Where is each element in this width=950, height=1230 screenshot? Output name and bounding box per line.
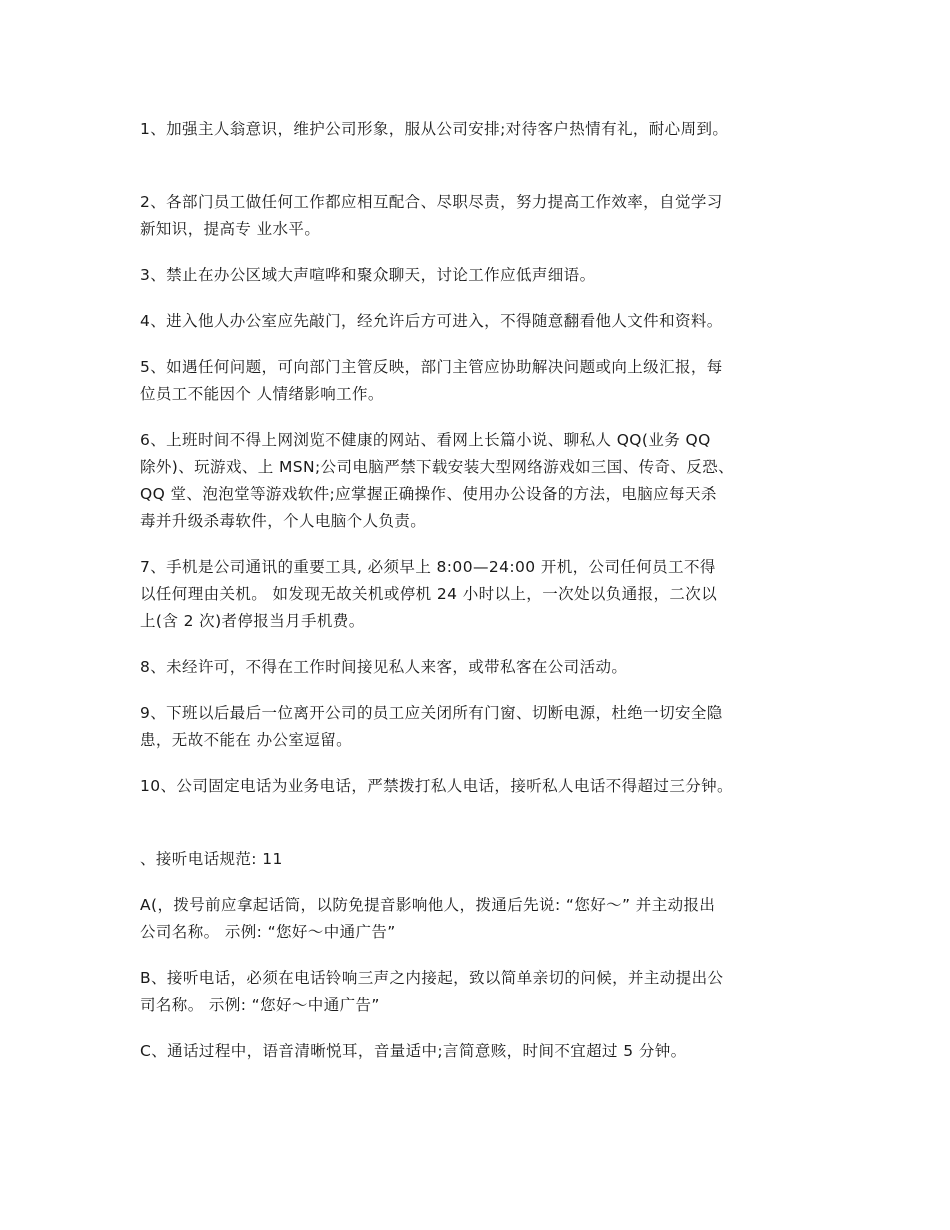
phone-section-heading-line: 、接听电话规范: 11 [140,850,283,868]
rule-4-line-1: 4、进入他人办公室应先敲门，经允许后方可进入，不得随意翻看他人文件和资料。 [140,312,723,330]
phone-rule-c-line-1: C、通话过程中，语音清晰悦耳，音量适中;言简意赅，时间不宜超过 5 分钟。 [140,1042,687,1060]
rule-6-line-4: 毒并升级杀毒软件，个人电脑个人负责。 [140,512,427,530]
phone-rule-a [140,892,820,946]
rule-6-line-2: 除外)、玩游戏、上 MSN;公司电脑严禁下载安装大型网络游戏如三国、传奇、反恐、 [140,458,735,476]
phone-rule-b-line-1: B、接听电话，必须在电话铃响三声之内接起，致以简单亲切的问候，并主动提出公 [140,969,724,987]
rule-2-line-1: 2、各部门员工做任何工作都应相互配合、尽职尽责，努力提高工作效率，自觉学习 [140,193,723,211]
rule-6-line-1: 6、上班时间不得上网浏览不健康的网站、看网上长篇小说、聊私人 QQ(业务 QQ [140,431,711,449]
rule-9-line-2: 患，无故不能在 办公室逗留。 [140,731,353,749]
rule-10-line-1: 10、公司固定电话为业务电话，严禁拨打私人电话，接听私人电话不得超过三分钟。 [140,777,733,795]
phone-rule-b-line-2: 司名称。 示例: “您好～中通广告” [140,996,380,1014]
rule-3 [140,262,820,289]
phone-rule-c [140,1038,820,1065]
rule-7-line-2: 以任何理由关机。 如发现无故关机或停机 24 小时以上，一次处以负通报，二次以 [140,585,718,603]
rule-1-line-1: 1、加强主人翁意识，维护公司形象，服从公司安排;对待客户热情有礼，耐心周到。 [140,120,729,138]
rule-6-line-3: QQ 堂、泡泡堂等游戏软件;应掌握正确操作、使用办公设备的方法，电脑应每天杀 [140,485,717,503]
rule-7 [140,554,820,635]
rule-7-line-1: 7、手机是公司通讯的重要工具, 必须早上 8:00—24:00 开机，公司任何员工不得 [140,558,716,576]
rule-2 [140,189,820,243]
rule-8 [140,654,820,681]
rule-9-line-1: 9、下班以后最后一位离开公司的员工应关闭所有门窗、切断电源，杜绝一切安全隐 [140,704,723,722]
rule-4 [140,308,820,335]
rule-6 [140,427,820,535]
rule-3-line-1: 3、禁止在办公区域大声喧哗和聚众聊天，讨论工作应低声细语。 [140,266,596,284]
rule-2-line-2: 新知识，提高专 业水平。 [140,220,321,238]
rule-5-line-2: 位员工不能因个 人情绪影响工作。 [140,385,384,403]
phone-rule-a-line-2: 公司名称。 示例: “您好～中通广告” [140,923,396,941]
rule-10 [140,773,820,800]
rule-5 [140,354,820,408]
rule-5-line-1: 5、如遇任何问题，可向部门主管反映，部门主管应协助解决问题或向上级汇报，每 [140,358,723,376]
phone-rule-b [140,965,820,1019]
rule-9 [140,700,820,754]
rule-1 [140,116,820,143]
rule-8-line-1: 8、未经许可，不得在工作时间接见私人来客，或带私客在公司活动。 [140,658,628,676]
phone-rule-a-line-1: A(，拨号前应拿起话筒，以防免提音影响他人，拨通后先说: “您好～” 并主动报出 [140,896,716,914]
phone-section-heading [140,846,820,873]
rule-7-line-3: 上(含 2 次)者停报当月手机费。 [140,612,365,630]
